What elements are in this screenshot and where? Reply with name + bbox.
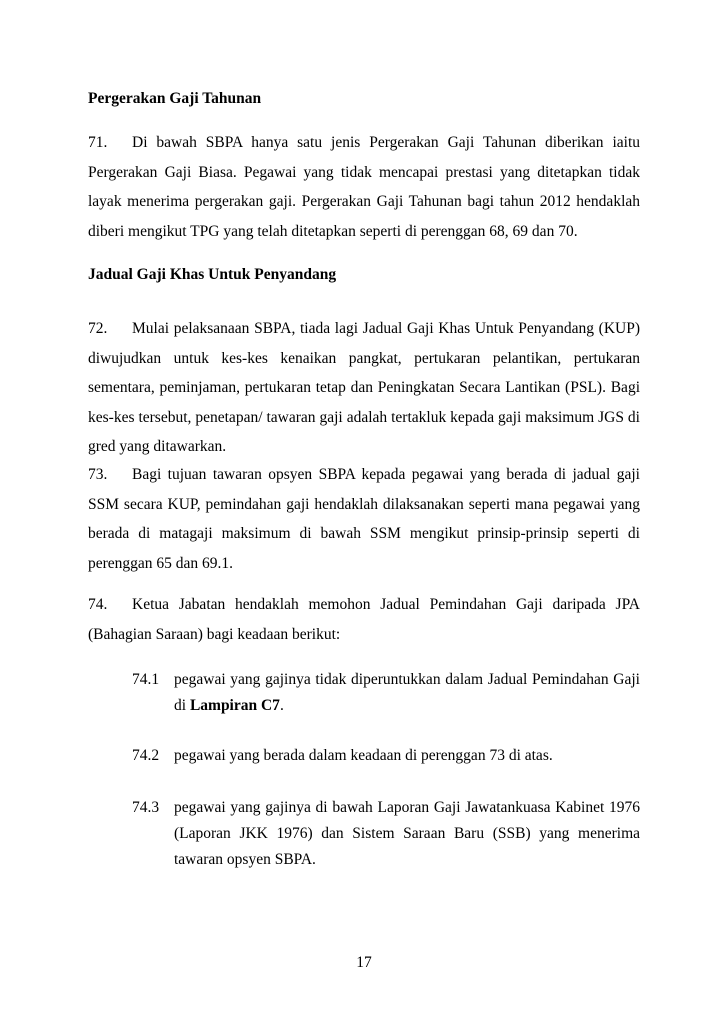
subitem-74-3 — [132, 795, 640, 873]
paragraph-number: 71. — [88, 134, 108, 151]
section-heading-pergerakan-gaji-tahunan: Pergerakan Gaji Tahunan — [88, 90, 262, 107]
subitem-74-2 — [132, 743, 640, 769]
paragraph-text: Di bawah SBPA hanya satu jenis Pergerakan Gaji Tahunan diberikan iaitu Pergerakan Gaji Biasa. Pegawai yang tidak mencapai prestasi yang ditetapkan tidak layak menerima pergerakan gaji. Pergerakan Gaji Tahunan bagi tahun 2012 hendaklah diberi mengikut TPG yang telah ditetapkan seperti di perenggan 68, 69 dan 70. — [88, 134, 640, 240]
subitem-number: 74.3 — [132, 799, 160, 816]
paragraph-72 — [88, 314, 640, 462]
subitem-number: 74.1 — [132, 671, 160, 688]
paragraph-73 — [88, 460, 640, 578]
subitem-text-end: . — [279, 697, 284, 714]
paragraph-text: Bagi tujuan tawaran opsyen SBPA kepada pegawai yang berada di jadual gaji SSM secara KUP, pemindahan gaji hendaklah dilaksanakan seperti mana pegawai yang berada di matagaji maksimum di bawah SSM mengikut prinsip-prinsip seperti di perenggan 65 dan 69.1. — [88, 466, 640, 572]
subitem-74-1 — [132, 667, 640, 719]
subitem-text — [174, 667, 640, 719]
paragraph-number: 74. — [88, 596, 108, 613]
paragraph-74 — [88, 590, 640, 649]
subitem-text: pegawai yang gajinya di bawah Laporan Gaji Jawatankuasa Kabinet 1976 (Laporan JKK 1976) dan Sistem Saraan Baru (SSB) yang menerima tawaran opsyen SBPA. — [174, 799, 640, 868]
paragraph-number: 72. — [88, 320, 108, 337]
subitem-number: 74.2 — [132, 747, 160, 764]
lampiran-reference: Lampiran C7 — [189, 697, 280, 714]
paragraph-number: 73. — [88, 466, 108, 483]
paragraph-71 — [88, 128, 640, 246]
section-heading-jadual-gaji-khas: Jadual Gaji Khas Untuk Penyandang — [88, 266, 337, 283]
paragraph-text: Mulai pelaksanaan SBPA, tiada lagi Jadual Gaji Khas Untuk Penyandang (KUP) diwujudkan untuk kes-kes kenaikan pangkat, pertukaran pelantikan, pertukaran sementara, peminjaman, pertukaran tetap dan Peningkatan Secara Lantikan (PSL). Bagi kes-kes tersebut, penetapan/ tawaran gaji adalah tertakluk kepada gaji maksimum JGS di gred yang ditawarkan. — [88, 320, 640, 455]
paragraph-text: Ketua Jabatan hendaklah memohon Jadual Pemindahan Gaji daripada JPA (Bahagian Saraan) bagi keadaan berikut: — [88, 596, 640, 643]
subitem-text-main: pegawai yang gajinya tidak diperuntukkan dalam Jadual Pemindahan Gaji di — [174, 671, 640, 714]
page-number: 17 — [356, 954, 372, 971]
subitem-text: pegawai yang berada dalam keadaan di perenggan 73 di atas. — [174, 747, 553, 764]
